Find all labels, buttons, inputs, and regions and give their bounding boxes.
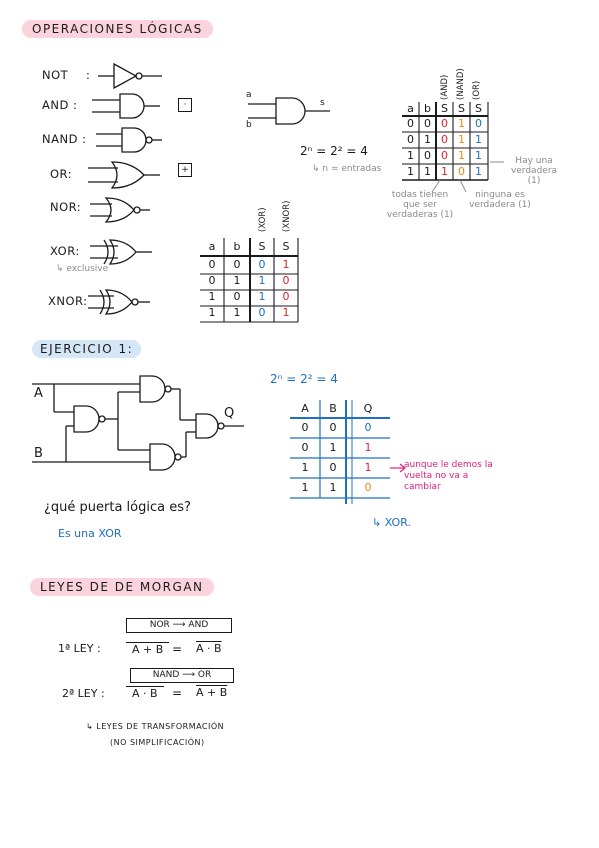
io-label-a: a [246, 90, 252, 100]
table-row: 1 1 1 0 1 [407, 165, 482, 178]
law1-box: NOR ⟶ AND [126, 618, 232, 633]
col-label-or: (OR) [472, 80, 482, 100]
input-b-label: B [34, 446, 43, 461]
morgan-note-1: ↳ LEYES DE TRANSFORMACIÓN [86, 722, 225, 731]
law2-equals: = [172, 686, 183, 700]
label-xor: XOR: [50, 244, 80, 258]
exercise-answer: Es una XOR [58, 527, 122, 540]
table-row: 0 1 0 1 1 [407, 133, 482, 146]
table-row: 1 1 0 [301, 481, 372, 494]
input-a-label: A [34, 386, 43, 401]
label-nor: NOR: [50, 200, 82, 214]
formula-top-note: ↳ n = entradas [312, 164, 382, 174]
law2-rhs: A + B [196, 686, 228, 699]
and-symbol-box: · [178, 98, 192, 112]
colon-not: : [86, 68, 91, 82]
morgan-title: LEYES DE DE MORGAN [30, 578, 214, 596]
or-symbol-box: + [178, 163, 192, 177]
table-row: 0 0 0 1 0 [407, 117, 482, 130]
law1-label: 1ª LEY : [58, 642, 101, 655]
label-not: NOT [42, 68, 69, 82]
io-label-b: b [246, 120, 252, 130]
table-row: 1 0 1 [301, 461, 372, 474]
exercise-table: A B Q 0 0 0 0 1 1 1 0 1 1 1 0 [290, 400, 390, 498]
table-row: 1 1 0 1 [208, 306, 290, 319]
table-row: 0 1 1 0 [208, 274, 290, 287]
label-nand: NAND : [42, 132, 87, 146]
morgan-note-2: (NO SIMPLIFICACIÓN) [110, 738, 205, 747]
truth-table-xor: a b S S 0 0 0 1 0 1 1 0 1 0 1 0 1 1 0 1 [200, 238, 298, 321]
law1-lhs: A + B [126, 642, 169, 656]
label-and: AND : [42, 98, 78, 112]
exercise-xor-label: ↳ XOR. [372, 516, 411, 529]
note-todas: todas tienen que ser verdaderas (1) [386, 190, 454, 220]
exercise-question: ¿qué puerta lógica es? [44, 500, 191, 515]
exercise-formula: 2ⁿ = 2² = 4 [270, 372, 338, 386]
col-label-nand: (NAND) [456, 68, 466, 100]
law1-equals: = [172, 642, 183, 656]
output-q-label: Q [224, 406, 235, 421]
table-row: 1 0 1 0 [208, 290, 290, 303]
exercise-note: aunque le demos la vuelta no va a cambiar [404, 460, 493, 492]
note-ninguna: ninguna es verdadera (1) [469, 190, 531, 210]
table-row: 0 0 0 1 [208, 258, 290, 271]
table-row: 0 0 0 [301, 421, 372, 434]
page-title: OPERACIONES LÓGICAS [22, 20, 213, 38]
col-label-and: (AND) [440, 74, 450, 100]
law1-rhs: A · B [196, 642, 222, 655]
col-label-xor: (XOR) [258, 207, 268, 232]
formula-top: 2ⁿ = 2² = 4 [300, 144, 368, 158]
truth-table-top: a b S S S 0 0 0 1 0 0 1 0 1 1 1 0 0 1 1 1 1 1 0 1 [402, 102, 488, 180]
col-label-xnor: (XNOR) [282, 200, 292, 232]
law2-lhs: A · B [126, 686, 164, 700]
note-hay-una: Hay una verdadera (1) [510, 156, 558, 186]
exercise-title: EJERCICIO 1: [32, 340, 141, 358]
label-or: OR: [50, 167, 73, 181]
xor-exclusive-note: ↳ exclusive [56, 264, 109, 274]
label-xnor: XNOR: [48, 294, 88, 308]
law2-box: NAND ⟶ OR [130, 668, 234, 683]
io-label-s: s [320, 98, 325, 108]
table-row: 1 0 0 1 1 [407, 149, 482, 162]
law2-label: 2ª LEY : [62, 687, 105, 700]
table-row: 0 1 1 [301, 441, 372, 454]
